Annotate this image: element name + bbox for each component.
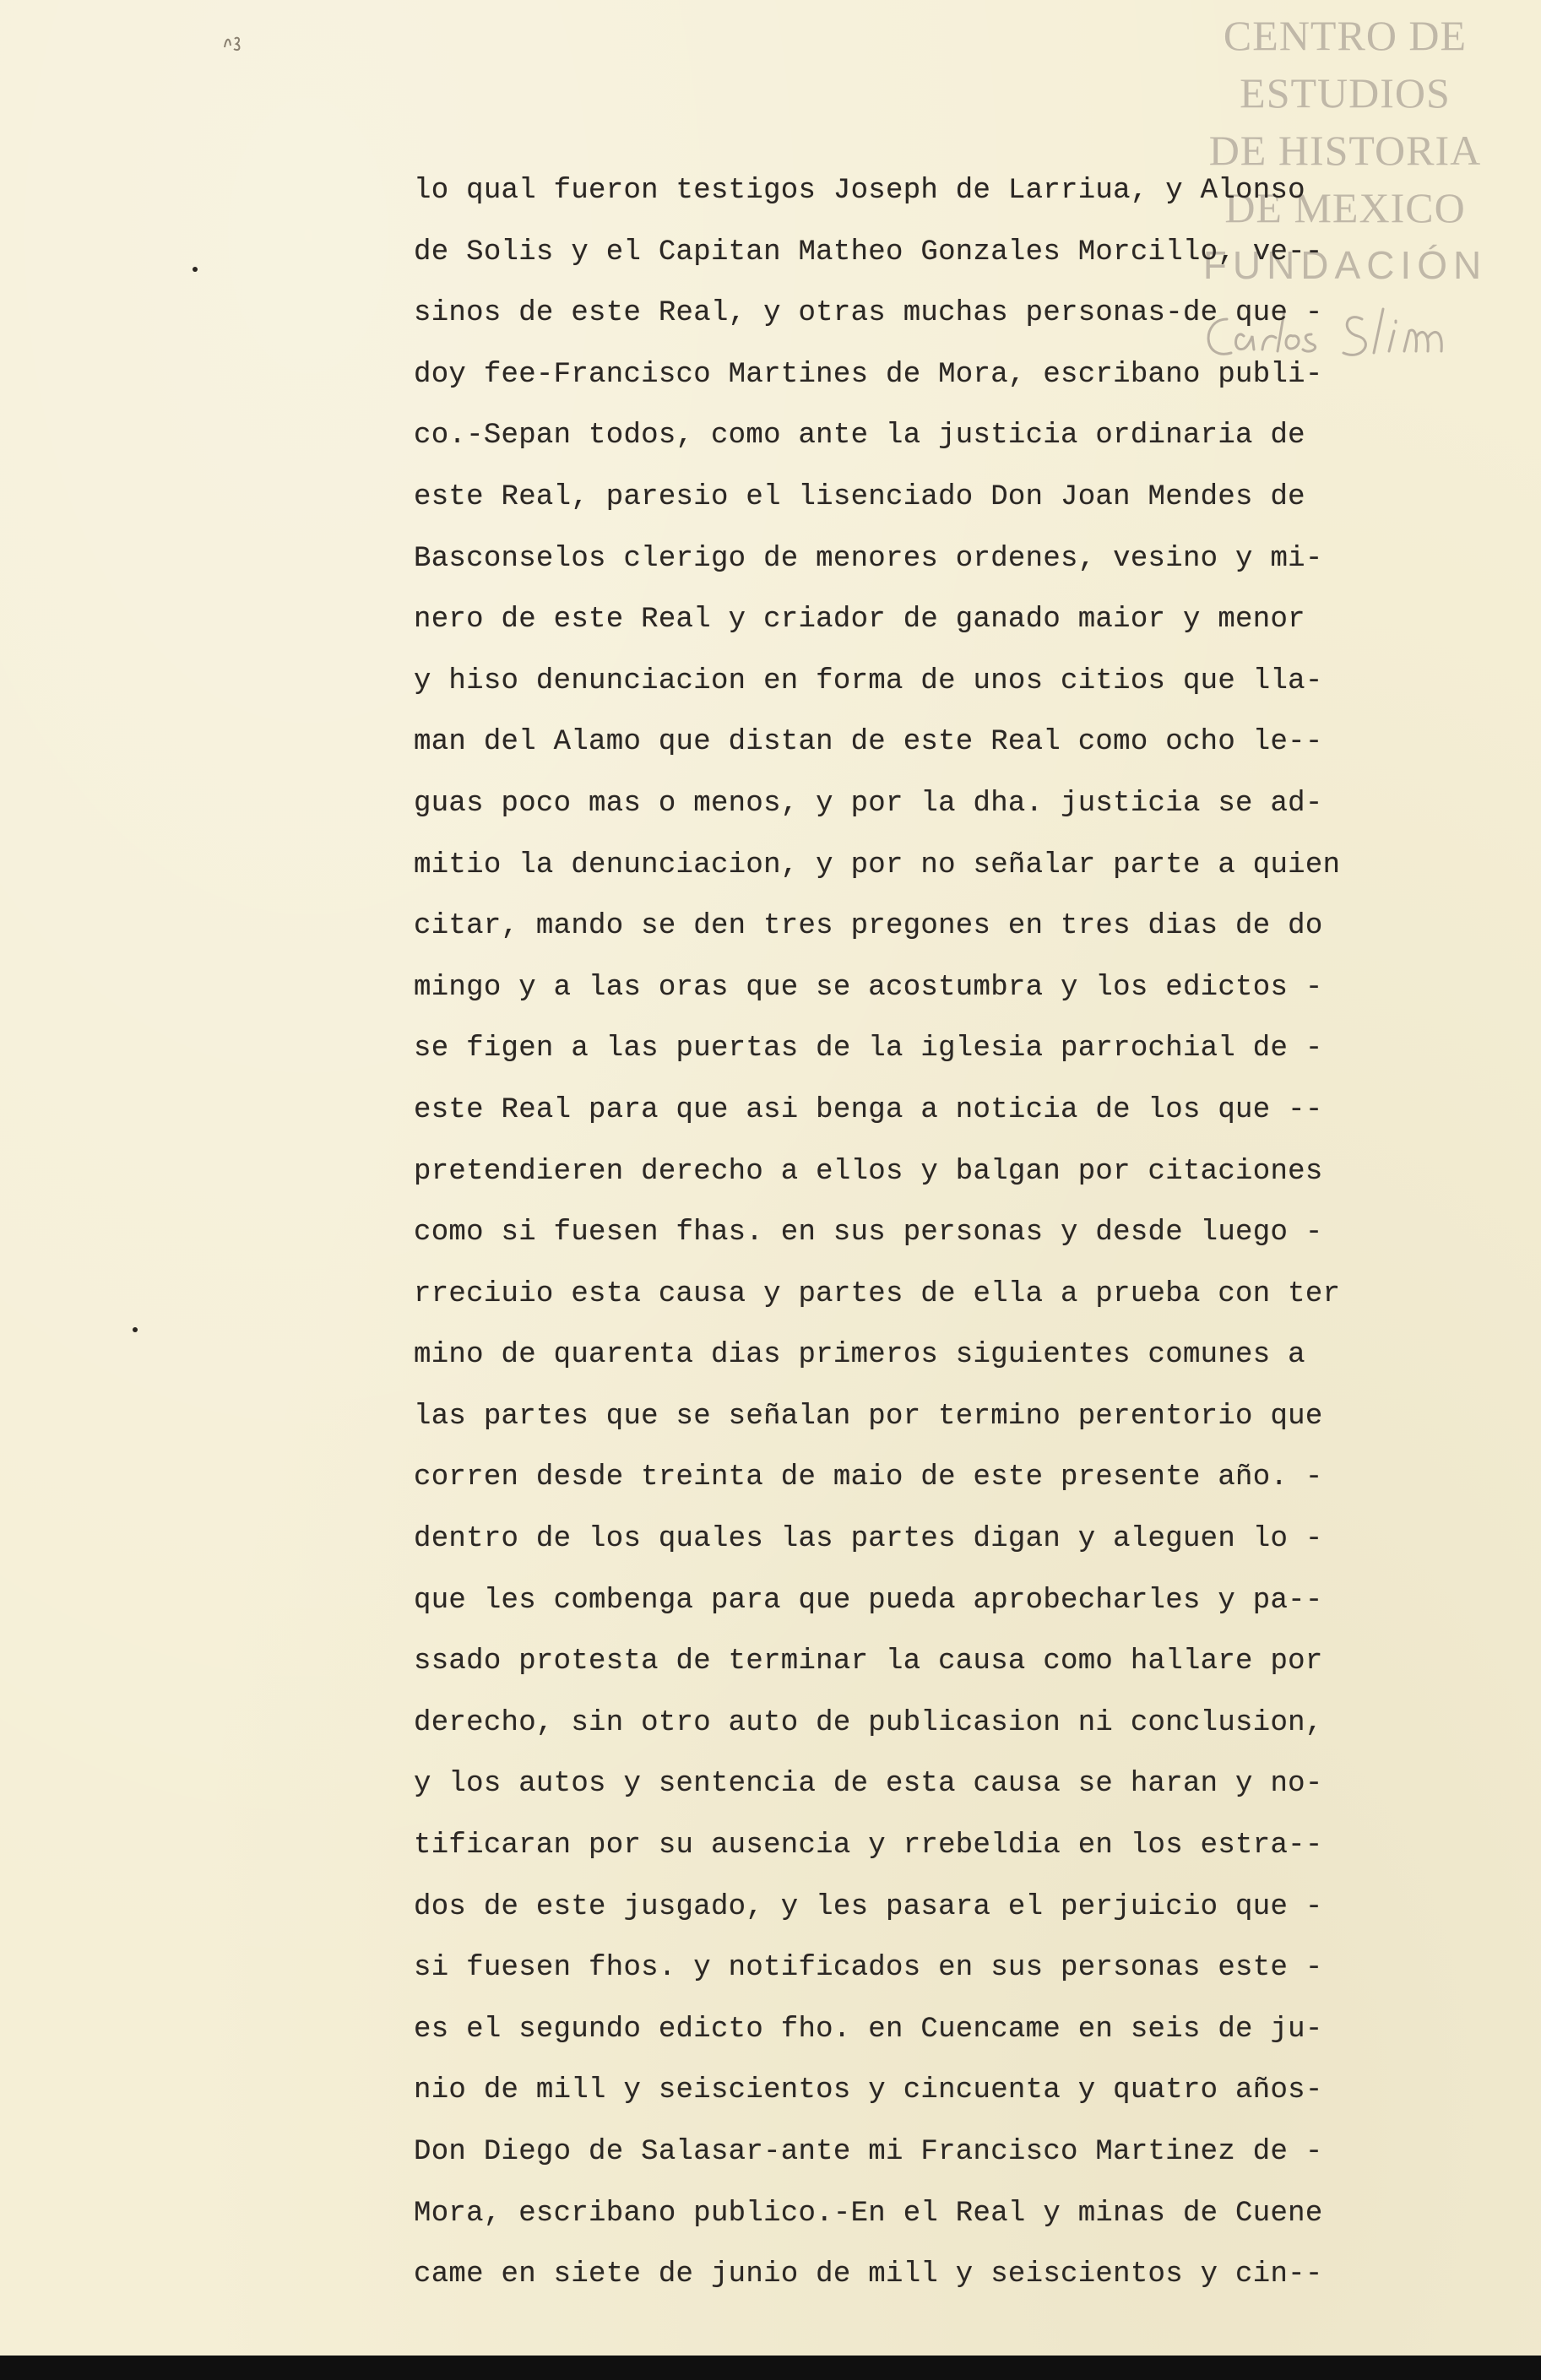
text-line: nio de mill y seiscientos y cincuenta y quatro años- [414, 2074, 1323, 2107]
text-line: se figen a las puertas de la iglesia parrochial de - [414, 1033, 1323, 1065]
text-line: dos de este jusgado, y les pasara el perjuicio que - [414, 1890, 1323, 1923]
watermark-line: ESTUDIOS [1240, 69, 1451, 117]
text-line: rreciuio esta causa y partes de ella a prueba con ter [414, 1277, 1341, 1310]
text-line: doy fee-Francisco Martines de Mora, escribano publi- [414, 358, 1323, 391]
text-line: si fuesen fhos. y notificados en sus personas este - [414, 1952, 1323, 1985]
text-line: este Real para que asi benga a noticia de los que -- [414, 1093, 1323, 1126]
text-line: es el segundo edicto fho. en Cuencame en seis de ju- [414, 2013, 1323, 2046]
text-line: Basconselos clerigo de menores ordenes, vesino y mi- [414, 542, 1323, 575]
text-line: citar, mando se den tres pregones en tres dias de do [414, 910, 1323, 943]
watermark-line: DE HISTORIA [1208, 127, 1482, 174]
text-line: corren desde treinta de maio de este presente año. - [414, 1461, 1323, 1494]
text-line: came en siete de junio de mill y seiscientos y cin-- [414, 2258, 1323, 2291]
text-line: derecho, sin otro auto de publicasion ni conclusion, [414, 1706, 1323, 1739]
text-line: de Solis y el Capitan Matheo Gonzales Morcillo, ve-- [414, 236, 1323, 268]
watermark-foundation: FUNDACIÓN [1202, 243, 1488, 287]
text-line: mino de quarenta dias primeros siguientes comunes a [414, 1339, 1305, 1372]
text-line: mingo y a las oras que se acostumbra y los edictos - [414, 971, 1323, 1004]
text-line: que les combenga para que pueda aprobecharles y pa-- [414, 1584, 1323, 1617]
typewritten-text [414, 160, 1385, 2306]
text-line: como si fuesen fhas. en sus personas y desde luego - [414, 1217, 1323, 1250]
watermark-line: DE MEXICO [1224, 184, 1466, 231]
text-line: y hiso denunciacion en forma de unos citios que lla- [414, 664, 1323, 697]
text-line: ssado protesta de terminar la causa como hallare por [414, 1645, 1323, 1678]
page-number-mark-icon [221, 32, 250, 54]
text-line: nero de este Real y criador de ganado maior y menor [414, 604, 1305, 637]
text-line: lo qual fueron testigos Joseph de Larriua, y Alonso [414, 175, 1305, 207]
text-line: mitio la denunciacion, y por no señalar parte a quien [414, 848, 1341, 881]
text-line: dentro de los quales las partes digan y aleguen lo - [414, 1523, 1323, 1556]
watermark-line: CENTRO DE [1223, 12, 1468, 59]
text-line: Mora, escribano publico.-En el Real y minas de Cuene [414, 2197, 1323, 2230]
scan-speck-icon [193, 267, 198, 272]
text-line: guas poco mas o menos, y por la dha. justicia se ad- [414, 787, 1323, 820]
text-line: sinos de este Real, y otras muchas personas-de que - [414, 297, 1323, 330]
text-line: Don Diego de Salasar-ante mi Francisco Martinez de - [414, 2136, 1323, 2168]
text-line: las partes que se señalan por termino perentorio que [414, 1400, 1323, 1433]
scanner-bottom-edge [0, 2356, 1541, 2380]
scan-speck-icon [133, 1327, 138, 1332]
text-line: tificaran por su ausencia y rrebeldia en los estra-- [414, 1830, 1323, 1862]
text-line: y los autos y sentencia de esta causa se haran y no- [414, 1768, 1323, 1801]
text-line: este Real, paresio el lisenciado Don Joan Mendes de [414, 480, 1305, 513]
text-line: pretendieren derecho a ellos y balgan por citaciones [414, 1155, 1323, 1188]
text-line: co.-Sepan todos, como ante la justicia ordinaria de [414, 420, 1305, 453]
text-line: man del Alamo que distan de este Real como ocho le-- [414, 726, 1323, 759]
